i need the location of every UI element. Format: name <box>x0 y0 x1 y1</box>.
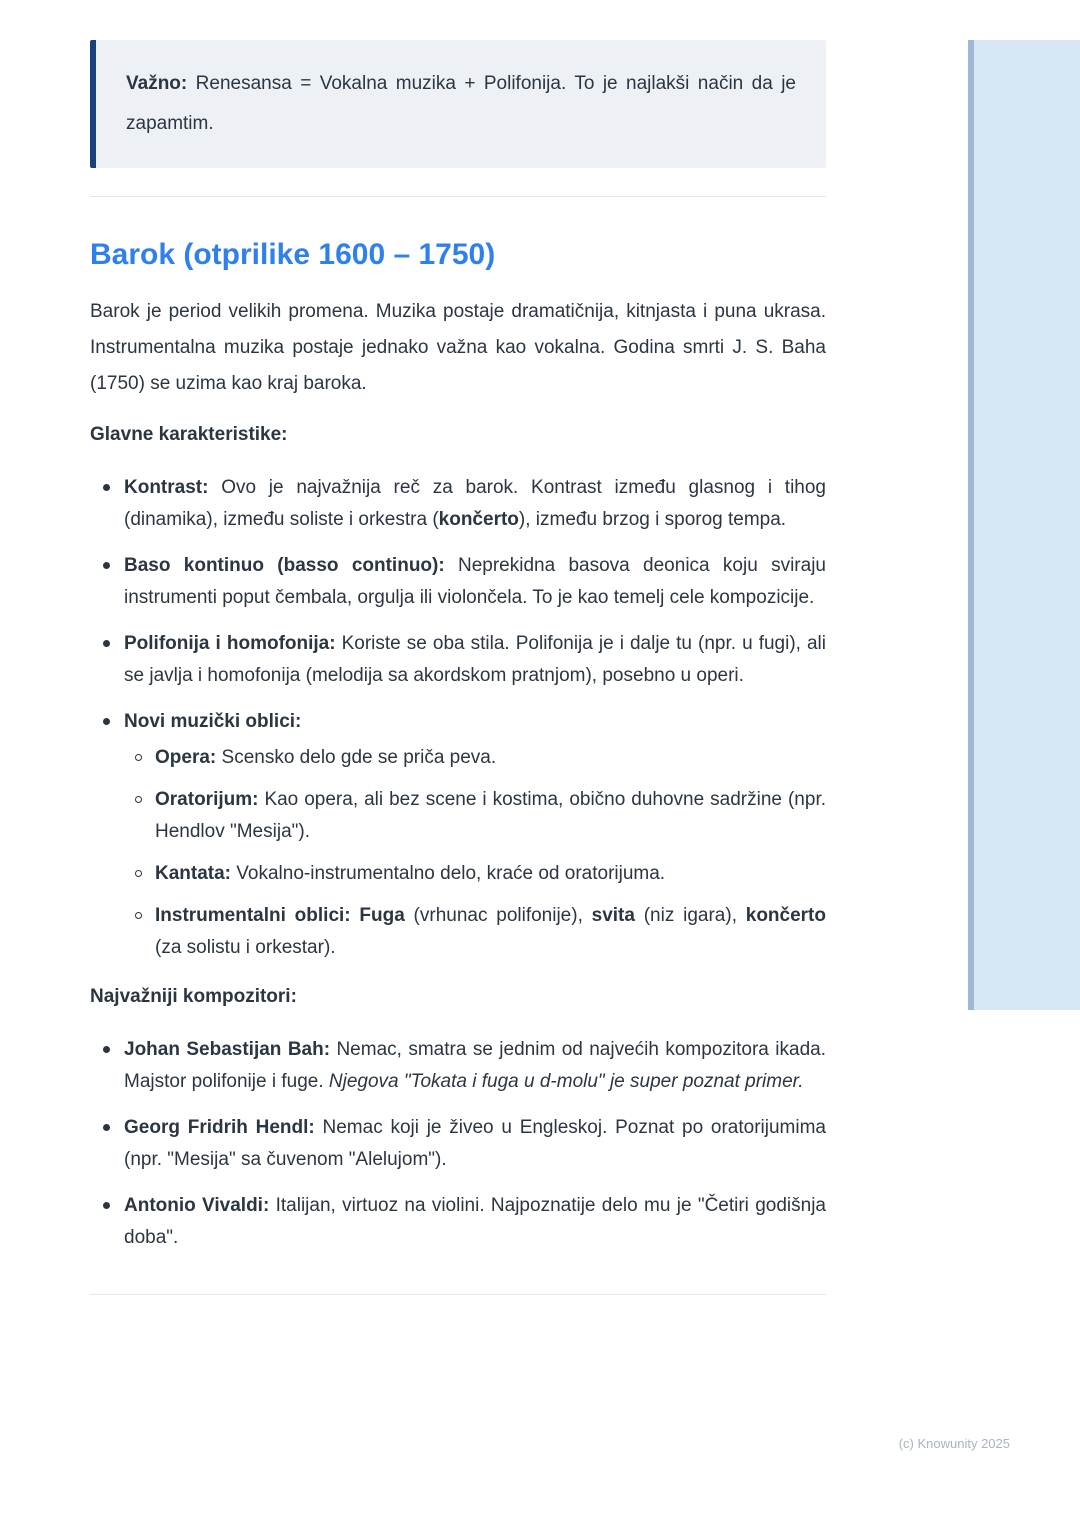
callout-text: Važno: Renesansa = Vokalna muzika + Polifonija. To je najlakši način da je zapamtim. <box>126 73 796 134</box>
sublist-item-text: Instrumentalni oblici: Fuga (vrhunac polifonije), svita (niz igara), končerto (za solistu i orkestar). <box>155 905 826 958</box>
forms-sublist <box>124 742 826 964</box>
list-item-text: Baso kontinuo (basso continuo): Neprekidna basova deonica koju sviraju instrumenti poput čembala, orgulja ili violončela. To je kao temelj cele kompozicije. <box>124 555 826 608</box>
characteristics-list <box>90 472 826 964</box>
sublist-item-text: Kantata: Vokalno-instrumentalno delo, kraće od oratorijuma. <box>155 863 666 884</box>
sublist-item <box>124 784 826 848</box>
list-item <box>90 1034 826 1098</box>
list-item <box>90 472 826 536</box>
sublist-item-text: Opera: Scensko delo gde se priča peva. <box>155 747 497 768</box>
sublist-item-text: Oratorijum: Kao opera, ali bez scene i kostima, obično duhovne sadržine (npr. Hendlov "Mesija"). <box>155 789 826 842</box>
list-item <box>90 1190 826 1254</box>
document-page <box>90 0 826 1295</box>
bullet-dot-icon <box>103 1202 110 1209</box>
section-divider-top <box>90 196 826 197</box>
list-item <box>90 628 826 692</box>
sublist-item <box>124 900 826 964</box>
list-item-text: Georg Fridrih Hendl: Nemac koji je živeo u Engleskoj. Poznat po oratorijumima (npr. "Mesija" sa čuvenom "Alelujom"). <box>124 1117 827 1170</box>
composers-list <box>90 1034 826 1254</box>
bullet-circle-icon <box>135 870 142 877</box>
bullet-circle-icon <box>135 912 142 919</box>
bullet-dot-icon <box>103 484 110 491</box>
page-edge-strip <box>968 40 1080 1010</box>
sublist-item <box>124 858 826 890</box>
section-divider-bottom <box>90 1294 826 1295</box>
section-heading-barok: Barok (otprilike 1600 – 1750) <box>90 238 496 271</box>
bullet-circle-icon <box>135 754 142 761</box>
bullet-dot-icon <box>103 562 110 569</box>
bullet-dot-icon <box>103 1124 110 1131</box>
composers-title: Najvažniji kompozitori: <box>90 986 297 1007</box>
list-item-text: Kontrast: Ovo je najvažnija reč za barok. Kontrast između glasnog i tihog (dinamika), između soliste i orkestra (končerto), između brzog i sporog tempa. <box>124 477 826 530</box>
bullet-circle-icon <box>135 796 142 803</box>
intro-paragraph: Barok je period velikih promena. Muzika postaje dramatičnija, kitnjasta i puna ukrasa. Instrumentalna muzika postaje jednako važna kao vokalna. Godina smrti J. S. Baha (1750) se uzima kao kraj baroka. <box>90 301 826 394</box>
bullet-dot-icon <box>103 1046 110 1053</box>
list-item-content <box>124 706 826 964</box>
list-item-text: Johan Sebastijan Bah: Nemac, smatra se jednim od najvećih kompozitora ikada. Majstor polifonije i fuge. Njegova "Tokata i fuga u d-molu" je super poznat primer. <box>124 1039 826 1092</box>
list-item-text: Polifonija i homofonija: Koriste se oba stila. Polifonija je i dalje tu (npr. u fugi), ali se javlja i homofonija (melodija sa akordskom pratnjom), posebno u operi. <box>124 633 826 686</box>
list-item <box>90 550 826 614</box>
watermark-text: (c) Knowunity 2025 <box>898 1436 1010 1451</box>
list-item-text: Antonio Vivaldi: Italijan, virtuoz na violini. Najpoznatije delo mu je "Četiri godišnja doba". <box>124 1195 826 1248</box>
characteristics-title: Glavne karakteristike: <box>90 424 288 445</box>
important-callout <box>90 40 826 168</box>
bullet-dot-icon <box>103 640 110 647</box>
sublist-item <box>124 742 826 774</box>
bullet-dot-icon <box>103 718 110 725</box>
list-item <box>90 1112 826 1176</box>
list-item-text: Novi muzički oblici: <box>124 711 302 732</box>
list-item <box>90 706 826 964</box>
